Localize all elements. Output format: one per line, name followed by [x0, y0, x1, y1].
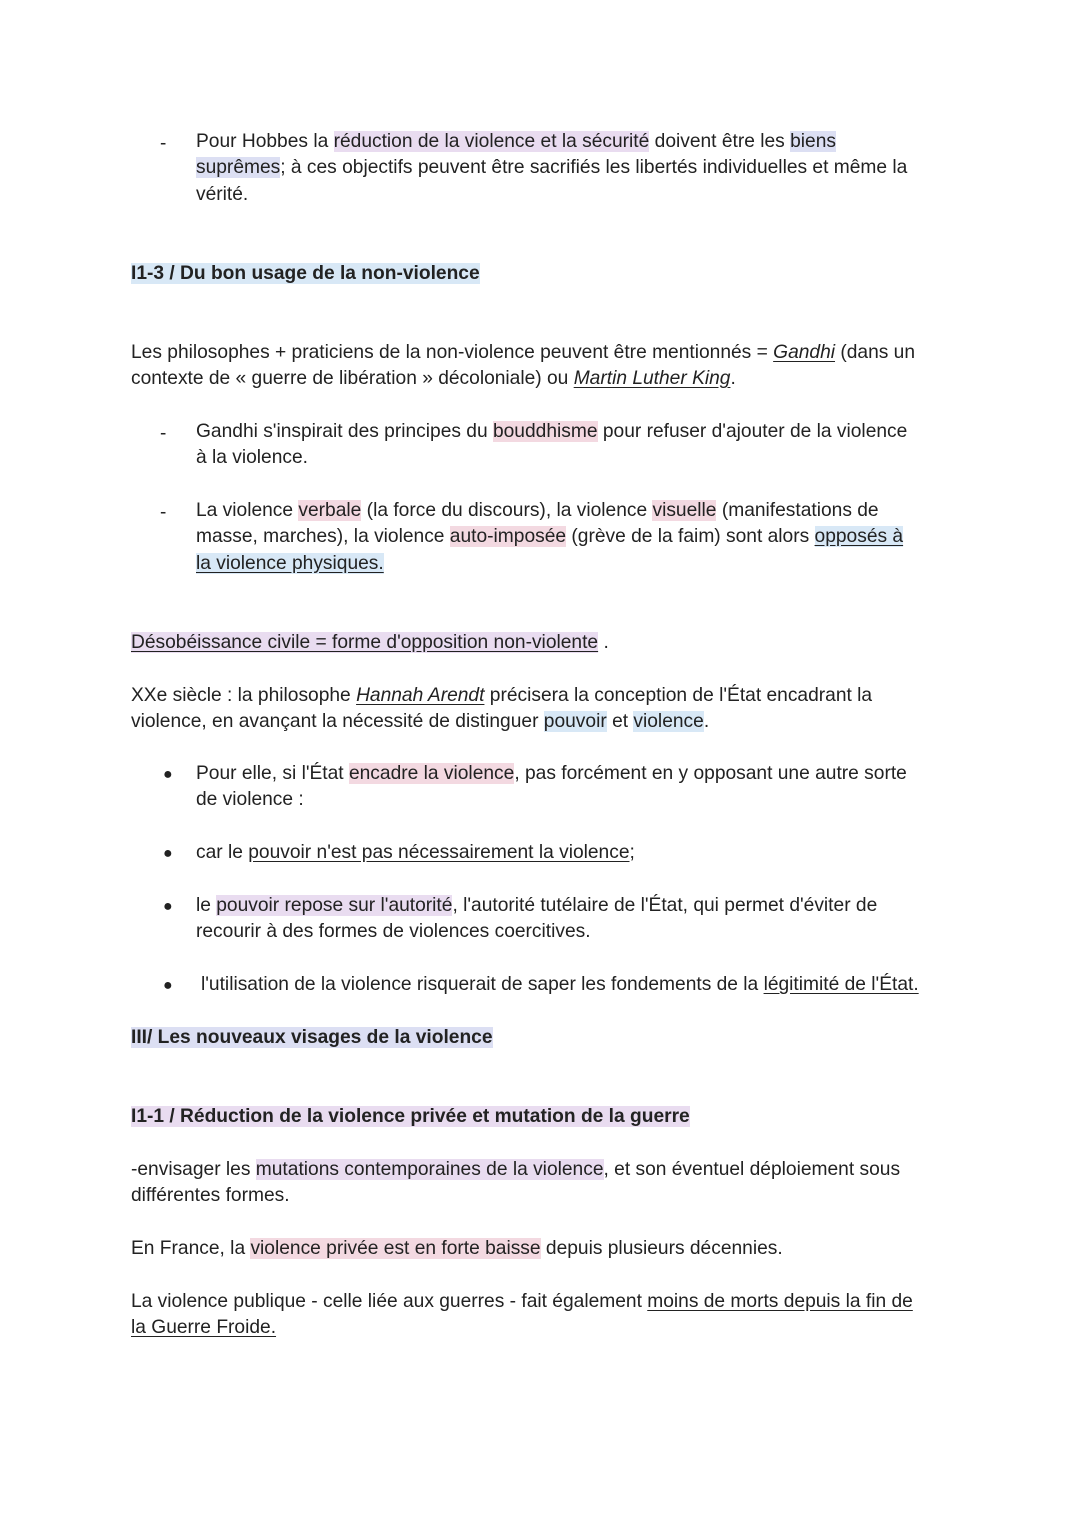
bullet-item: Pour elle, si l'État encadre la violence, pas forcément en y opposant une autre sorte de violence : [196, 763, 907, 811]
bullet-icon: ● [163, 766, 173, 783]
bullet-icon: ● [163, 845, 173, 862]
bullet-icon: ● [163, 898, 173, 915]
paragraph-france: En France, la violence privée est en forte baisse depuis plusieurs décennies. [131, 1238, 783, 1259]
section-heading: I1-3 / Du bon usage de la non-violence [131, 263, 480, 284]
list-dash: - [160, 133, 167, 154]
bullet-item: le pouvoir repose sur l'autorité, l'autorité tutélaire de l'État, qui permet d'éviter de recourir à des formes de violences coercitives. [196, 895, 878, 943]
paragraph-violence-publique: La violence publique - celle liée aux guerres - fait également moins de morts depuis la fin de la Guerre Froide. [131, 1291, 913, 1339]
paragraph-envisager: -envisager les mutations contemporaines de la violence, et son éventuel déploiement sous différentes formes. [131, 1159, 901, 1207]
list-dash: - [160, 502, 167, 523]
list-item-gandhi: Gandhi s'inspirait des principes du bouddhisme pour refuser d'ajouter de la violence à la violence. [196, 421, 908, 469]
section-heading: III/ Les nouveaux visages de la violence [131, 1027, 493, 1048]
list-dash: - [160, 423, 167, 444]
bullet-item: car le pouvoir n'est pas nécessairement la violence; [196, 842, 635, 863]
bullet-icon: ● [163, 977, 173, 994]
list-item-violence-verbale: La violence verbale (la force du discours), la violence visuelle (manifestations de masse, marches), la violence auto-imposée (grève de la faim) sont alors opposés à la violence physiques. [196, 500, 904, 574]
section-heading: I1-1 / Réduction de la violence privée et mutation de la guerre [131, 1106, 690, 1127]
bullet-item: l'utilisation de la violence risquerait de saper les fondements de la légitimité de l'État. [201, 974, 919, 995]
paragraph-desobeissance: Désobéissance civile = forme d'opposition non-violente . [131, 632, 609, 653]
paragraph-arendt: XXe siècle : la philosophe Hannah Arendt précisera la conception de l'État encadrant la violence, en avançant la nécessité de distinguer pouvoir et violence. [131, 685, 873, 733]
paragraph-philosophes: Les philosophes + praticiens de la non-violence peuvent être mentionnés = Gandhi (dans un contexte de « guerre de libération » décoloniale) ou Martin Luther King. [131, 342, 916, 390]
list-item-hobbes: Pour Hobbes la réduction de la violence et la sécurité doivent être les biens suprêmes; à ces objectifs peuvent être sacrifiés les libertés individuelles et même la vérité. [196, 131, 908, 205]
